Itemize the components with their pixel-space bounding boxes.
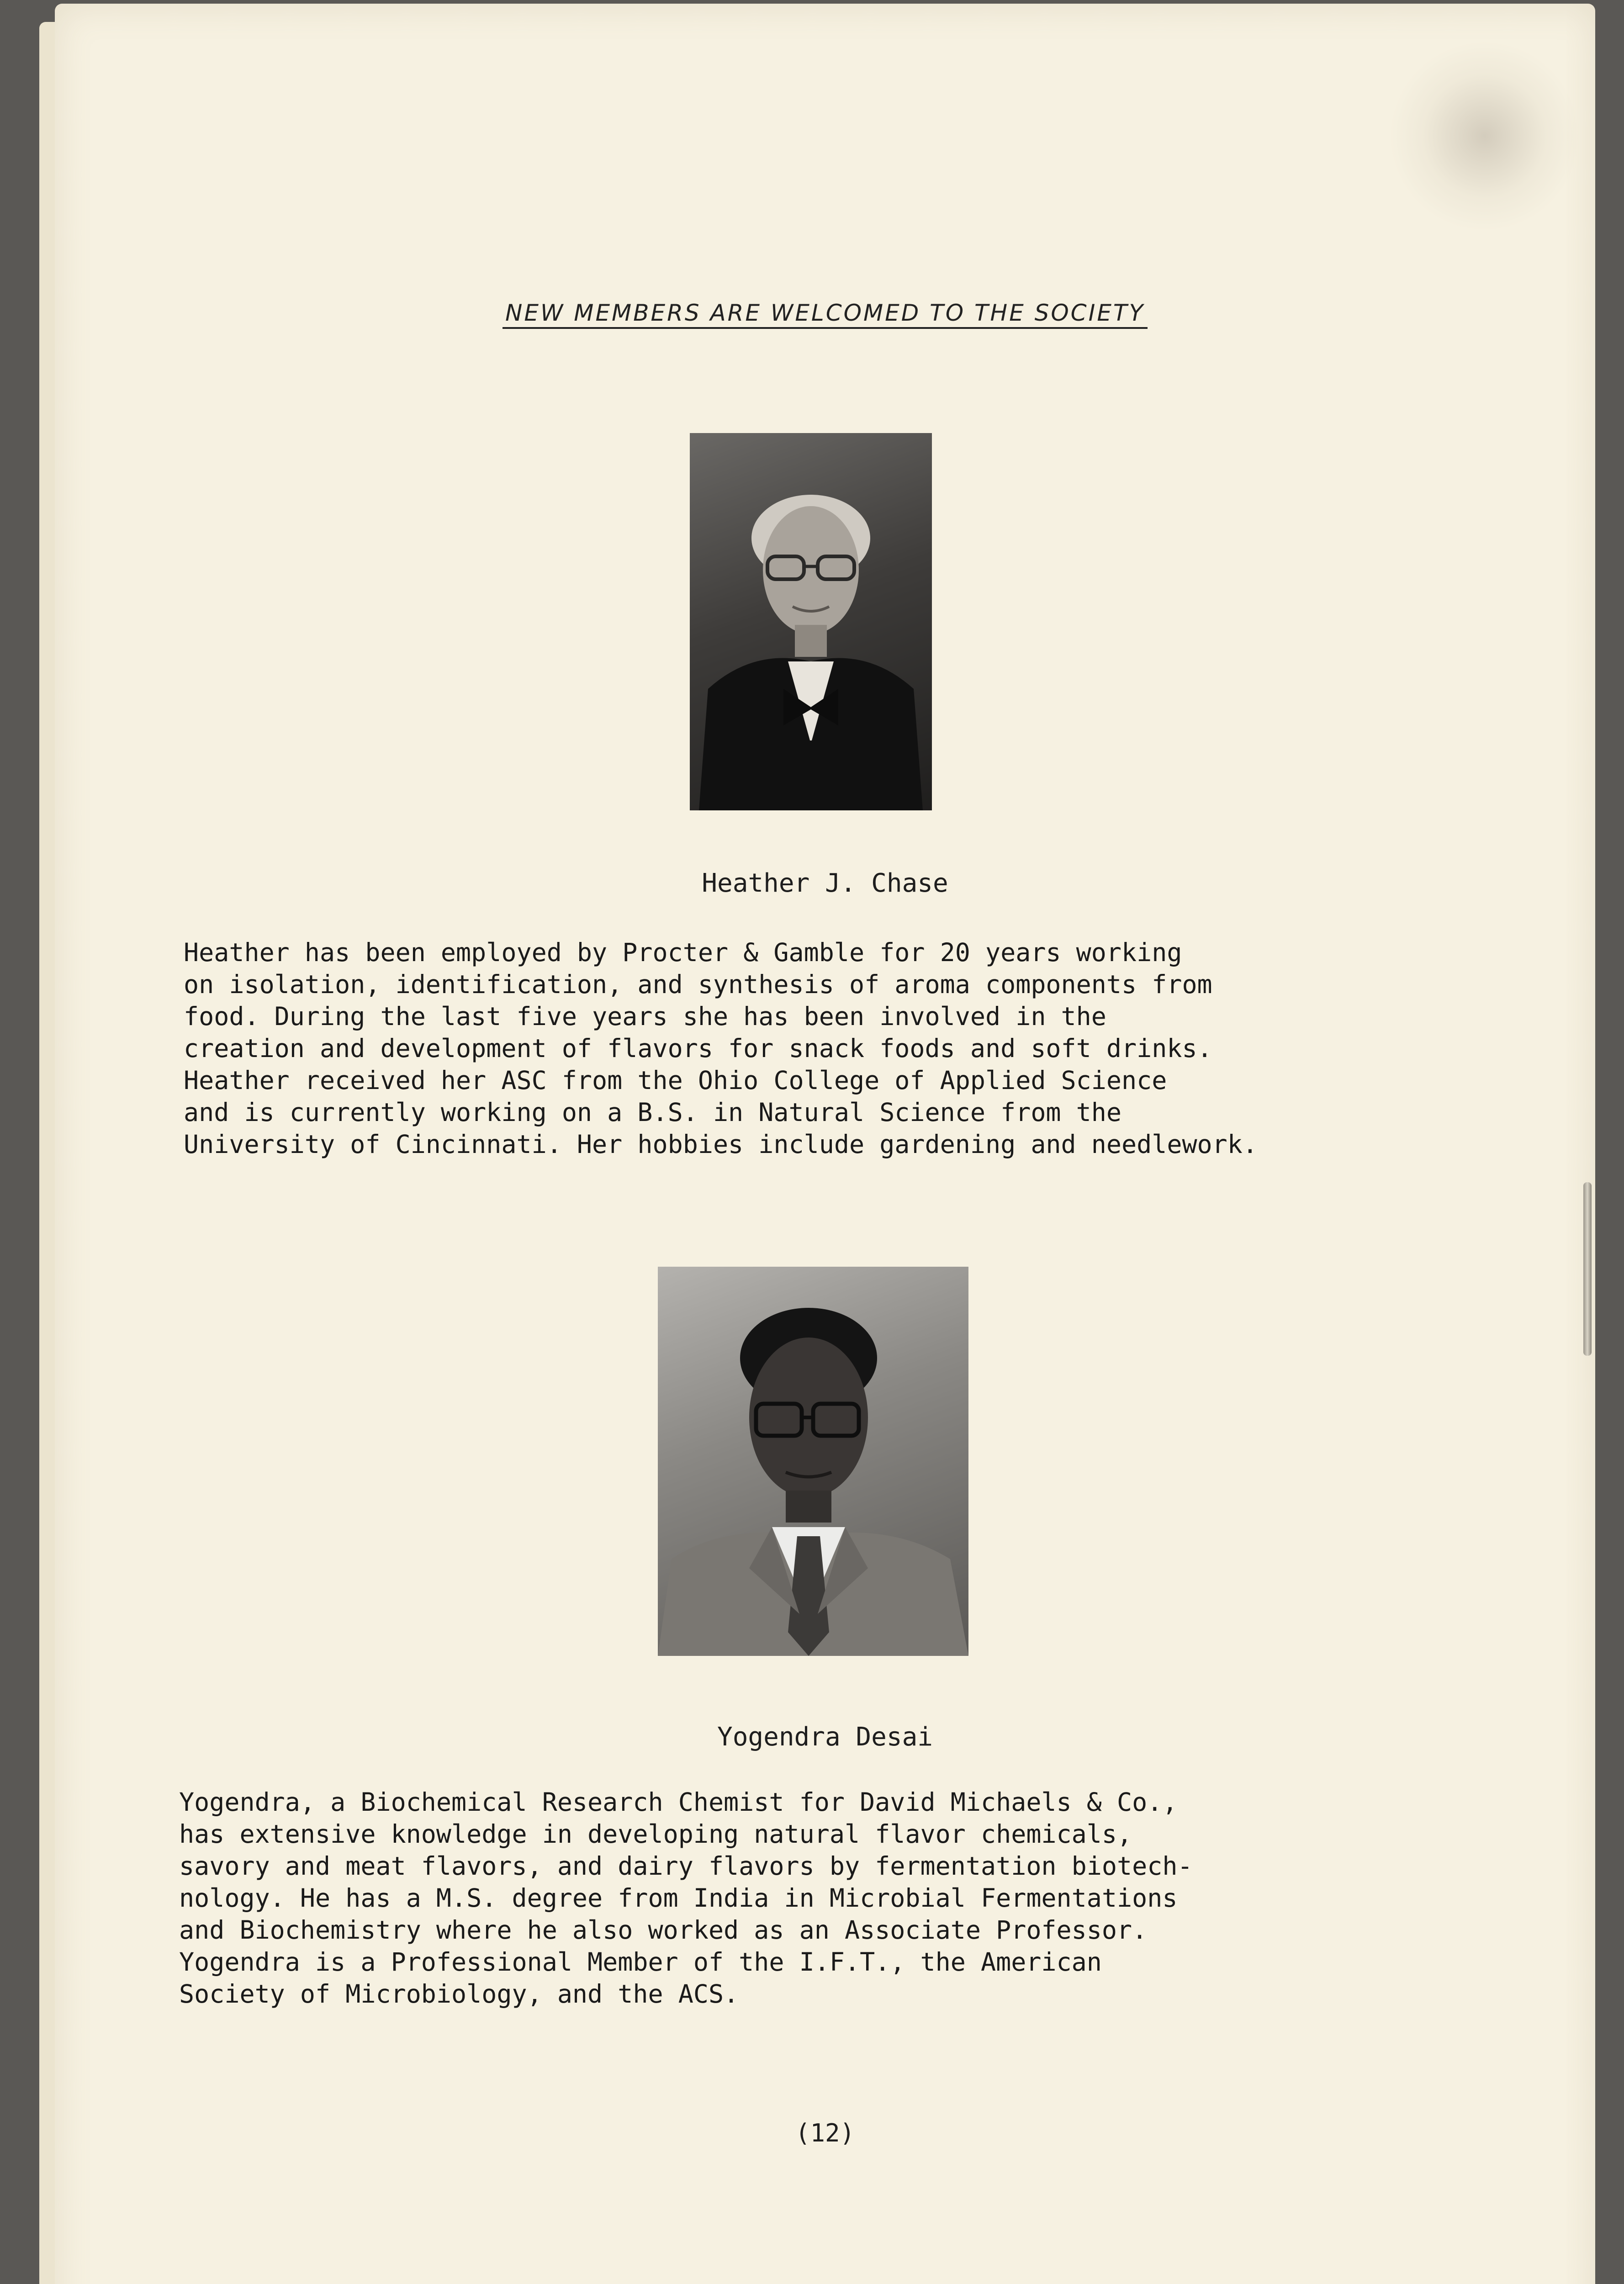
bio-line: food. During the last five years she has been involved in the xyxy=(184,1002,1106,1031)
portrait-man-graphic xyxy=(658,1267,968,1656)
bio-line: nology. He has a M.S. degree from India in Microbial Fermentations xyxy=(179,1883,1178,1913)
bio-line: Yogendra is a Professional Member of the I.F.T., the American xyxy=(179,1947,1102,1977)
bio-line: Heather received her ASC from the Ohio College of Applied Science xyxy=(184,1066,1167,1095)
page-heading xyxy=(55,300,1595,326)
member-name-yogendra-desai: Yogendra Desai xyxy=(717,1722,933,1752)
member-bio-heather-chase xyxy=(184,936,1258,1160)
member-photo-heather-chase xyxy=(690,433,932,810)
bio-line: University of Cincinnati. Her hobbies include gardening and needlework. xyxy=(184,1130,1258,1159)
portrait-woman-graphic xyxy=(690,433,932,810)
bio-line: and Biochemistry where he also worked as an Associate Professor. xyxy=(179,1915,1148,1945)
bio-line: Heather has been employed by Procter & Gamble for 20 years working xyxy=(184,938,1182,967)
member-bio-yogendra-desai xyxy=(179,1786,1193,2010)
member-name-heather-chase: Heather J. Chase xyxy=(702,868,948,898)
bio-line: savory and meat flavors, and dairy flavors by fermentation biotech- xyxy=(179,1851,1193,1881)
bio-line: Yogendra, a Biochemical Research Chemist for David Michaels & Co., xyxy=(179,1787,1178,1817)
bio-line: creation and development of flavors for snack foods and soft drinks. xyxy=(184,1034,1212,1063)
page-number: (12) xyxy=(795,2119,855,2147)
page-heading-text: NEW MEMBERS ARE WELCOMED TO THE SOCIETY xyxy=(503,300,1148,329)
bio-line: has extensive knowledge in developing natural flavor chemicals, xyxy=(179,1819,1132,1849)
bio-line: and is currently working on a B.S. in Natural Science from the xyxy=(184,1098,1121,1127)
member-photo-yogendra-desai xyxy=(658,1267,968,1656)
paper-smudge xyxy=(1351,4,1595,270)
bio-line: Society of Microbiology, and the ACS. xyxy=(179,1979,739,2009)
document-sheet xyxy=(55,4,1595,2284)
staple xyxy=(1583,1182,1592,1356)
bio-line: on isolation, identification, and synthesis of aroma components from xyxy=(184,970,1212,999)
